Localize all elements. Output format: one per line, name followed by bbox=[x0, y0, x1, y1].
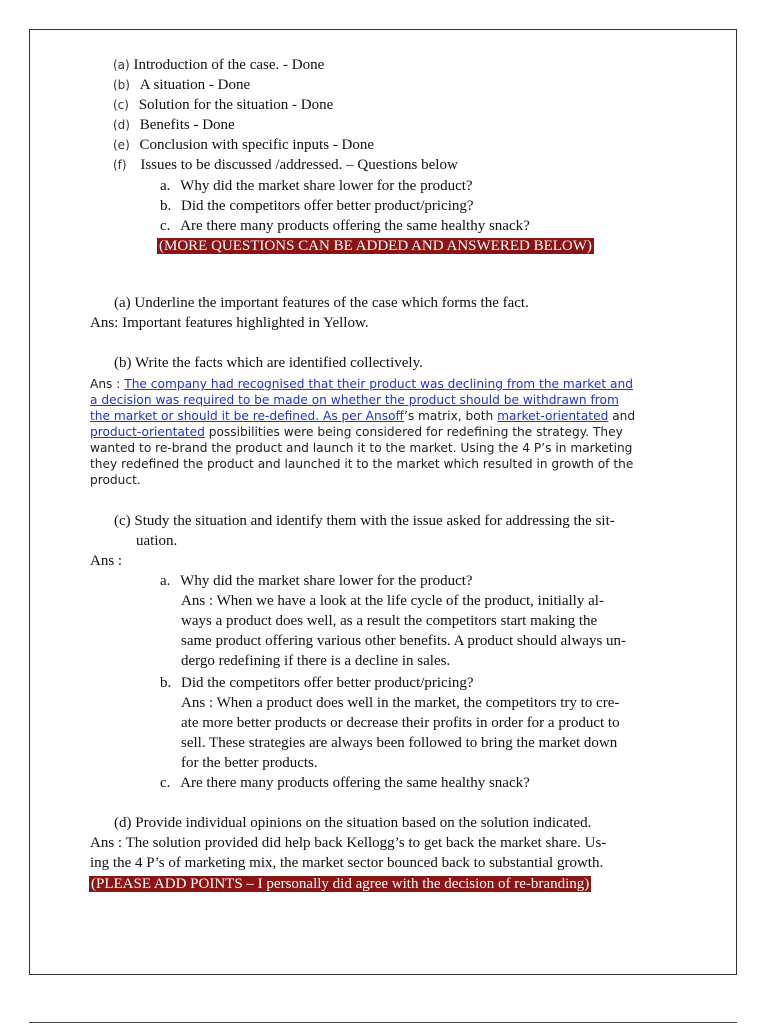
checklist-text: Conclusion with specific inputs - Done bbox=[139, 137, 375, 153]
add-points-banner bbox=[89, 874, 591, 894]
checklist-text: Introduction of the case. - Done bbox=[133, 57, 325, 73]
answer-line: product. bbox=[90, 473, 141, 487]
section-c-heading-cont: uation. bbox=[136, 533, 178, 549]
checklist-item bbox=[113, 115, 235, 135]
question bbox=[160, 571, 473, 591]
answer-line: for the better products. bbox=[181, 755, 318, 771]
section-d-heading: (d) Provide individual opinions on the situation based on the solution indicated. bbox=[114, 815, 592, 831]
answer-line: Ans : When a product does well in the market, the competitors try to cre- bbox=[181, 695, 620, 711]
underlined-text: The company had recognised that their product was declining from the market and bbox=[124, 377, 633, 391]
issue-item bbox=[160, 196, 474, 216]
question-text: Are there many products offering the same healthy snack? bbox=[180, 775, 530, 791]
answer-line: same product offering various other benefits. A product should always un- bbox=[181, 633, 627, 649]
answer-line bbox=[90, 408, 635, 424]
answer-line: dergo redefining if there is a decline in sales. bbox=[181, 653, 451, 669]
answer-line: they redefined the product and launched it to the market which resulted in growth of the bbox=[90, 457, 634, 471]
section-c-heading: (c) Study the situation and identify them with the issue asked for addressing the sit- bbox=[114, 513, 615, 529]
page-bottom-rule bbox=[29, 1022, 737, 1023]
list-marker: (c) bbox=[113, 98, 129, 112]
checklist-item bbox=[113, 155, 458, 175]
checklist-item bbox=[113, 75, 250, 95]
answer-line bbox=[90, 424, 623, 440]
checklist-item bbox=[113, 55, 324, 75]
issue-marker: c. bbox=[160, 218, 171, 234]
section-c-ans-label: Ans : bbox=[90, 553, 123, 569]
question-marker: b. bbox=[160, 675, 172, 691]
answer-line: ways a product does well, as a result the competitors start making the bbox=[181, 613, 598, 629]
banner-text: (MORE QUESTIONS CAN BE ADDED AND ANSWERED BELOW) bbox=[159, 238, 592, 254]
checklist-text: Benefits - Done bbox=[139, 117, 235, 133]
checklist-item bbox=[113, 95, 333, 115]
section-d-answer-line: Ans : The solution provided did help back Kellogg’s to get back the market share. Us- bbox=[90, 835, 607, 851]
question-text: Did the competitors offer better product/pricing? bbox=[181, 675, 474, 691]
checklist-text: Issues to be discussed /addressed. – Questions below bbox=[140, 157, 458, 173]
issue-text: Did the competitors offer better product/pricing? bbox=[181, 198, 474, 214]
banner-text: (PLEASE ADD POINTS – I personally did agree with the decision of re-branding) bbox=[91, 876, 590, 892]
plain-text: and bbox=[608, 409, 636, 423]
question-text: Why did the market share lower for the product? bbox=[180, 573, 473, 589]
issue-text: Are there many products offering the same healthy snack? bbox=[180, 218, 530, 234]
checklist-text: Solution for the situation - Done bbox=[138, 97, 334, 113]
list-marker: (b) bbox=[113, 78, 130, 92]
answer-line: Ans : When we have a look at the life cycle of the product, initially al- bbox=[181, 593, 604, 609]
issue-item bbox=[160, 176, 473, 196]
section-d-answer-line: ing the 4 P’s of marketing mix, the market sector bounced back to substantial growth. bbox=[90, 855, 604, 871]
answer-line: wanted to re-brand the product and launch it to the market. Using the 4 P’s in marketing bbox=[90, 441, 633, 455]
question-marker: c. bbox=[160, 775, 171, 791]
list-marker: (e) bbox=[113, 138, 130, 152]
answer-line: sell. These strategies are always been followed to bring the market down bbox=[181, 735, 618, 751]
issue-marker: a. bbox=[160, 178, 171, 194]
question bbox=[160, 673, 474, 693]
question-marker: a. bbox=[160, 573, 171, 589]
underlined-text: the market or should it be re-defined. As per Ansoff bbox=[90, 409, 404, 423]
ans-label: Ans : bbox=[90, 377, 125, 391]
plain-text: ’s matrix, both bbox=[403, 409, 498, 423]
list-marker: (f) bbox=[113, 158, 127, 172]
list-marker: (d) bbox=[113, 118, 130, 132]
issue-item bbox=[160, 216, 530, 236]
answer-line bbox=[90, 376, 633, 392]
section-a-heading: (a) Underline the important features of the case which forms the fact. bbox=[114, 295, 529, 311]
underlined-text: a decision was required to be made on whether the product should be withdrawn from bbox=[90, 393, 619, 407]
plain-text: possibilities were being considered for redefining the strategy. They bbox=[204, 425, 623, 439]
checklist-text: A situation - Done bbox=[139, 77, 251, 93]
question bbox=[160, 773, 530, 793]
underlined-text: product-orientated bbox=[90, 425, 205, 439]
checklist-item bbox=[113, 135, 374, 155]
list-marker: (a) bbox=[113, 58, 130, 72]
answer-line: ate more better products or decrease their profits in order for a product to bbox=[181, 715, 620, 731]
more-questions-banner bbox=[157, 236, 594, 256]
section-b-heading: (b) Write the facts which are identified collectively. bbox=[114, 355, 423, 371]
answer-line bbox=[90, 392, 619, 408]
issue-marker: b. bbox=[160, 198, 172, 214]
issue-text: Why did the market share lower for the product? bbox=[180, 178, 473, 194]
section-a-answer: Ans: Important features highlighted in Yellow. bbox=[90, 315, 369, 331]
underlined-text: market-orientated bbox=[497, 409, 609, 423]
